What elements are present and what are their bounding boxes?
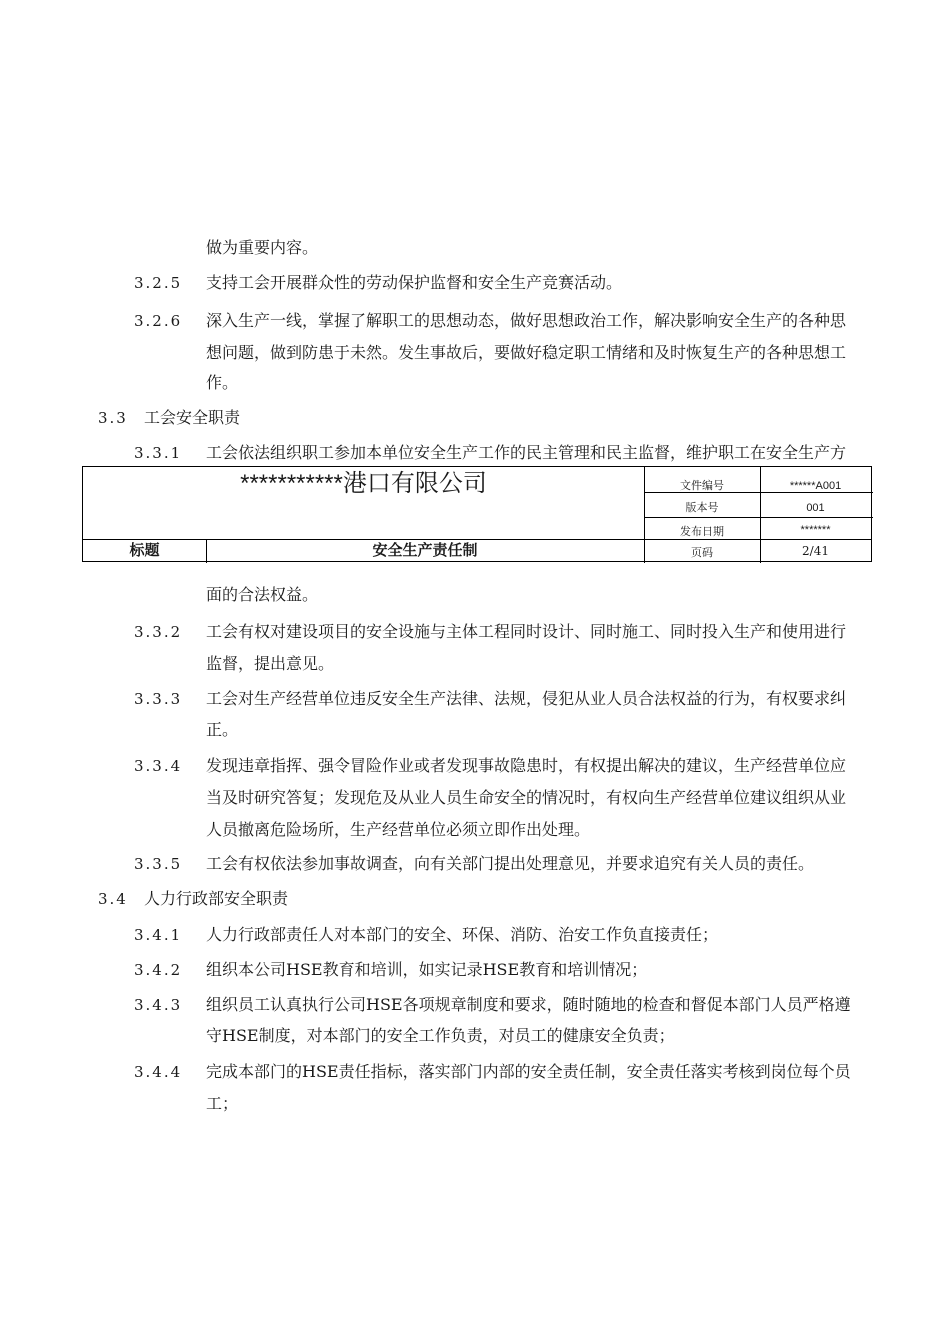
- clause-number: 3.2.5: [134, 274, 183, 292]
- page-number: 2/41: [802, 544, 829, 558]
- section-heading: 工会安全职责: [144, 408, 241, 427]
- clause-number: 3.3.2: [134, 623, 183, 641]
- clause-text: 正。: [206, 720, 239, 739]
- clause-text: 想问题，做到防患于未然。发生事故后，要做好稳定职工情绪和及时恢复生产的各种思想工: [206, 343, 847, 362]
- clause-number: 3.2.6: [134, 312, 183, 330]
- clause-text: 人员撤离危险场所，生产经营单位必须立即作出处理。: [206, 820, 591, 839]
- title-label: 标题: [129, 542, 160, 559]
- clause-text: 监督，提出意见。: [206, 654, 335, 673]
- clause-text: 发现违章指挥、强令冒险作业或者发现事故隐患时，有权提出解决的建议，生产经营单位应: [206, 756, 847, 775]
- clause-text: 支持工会开展群众性的劳动保护监督和安全生产竞赛活动。: [206, 273, 623, 292]
- doc-number-label: 文件编号: [680, 480, 724, 492]
- clause-text: 面的合法权益。: [206, 585, 319, 604]
- version-value: 001: [806, 502, 825, 514]
- clause-number: 3.3.3: [134, 690, 183, 708]
- version-label: 版本号: [685, 502, 719, 514]
- clause-number: 3.4.4: [134, 1063, 183, 1081]
- section-heading: 人力行政部安全职责: [144, 889, 289, 908]
- clause-text: 守HSE制度，对本部门的安全工作负责，对员工的健康安全负责；: [206, 1026, 675, 1045]
- clause-text: 人力行政部责任人对本部门的安全、环保、消防、治安工作负直接责任；: [206, 925, 719, 944]
- clause-text: 组织本公司HSE教育和培训，如实记录HSE教育和培训情况；: [206, 960, 648, 979]
- release-date-value: *******: [800, 524, 831, 536]
- clause-text: 工会依法组织职工参加本单位安全生产工作的民主管理和民主监督，维护职工在安全生产方: [206, 443, 847, 462]
- clause-text: 深入生产一线，掌握了解职工的思想动态，做好思想政治工作，解决影响安全生产的各种思: [206, 311, 847, 330]
- company-name: ***********港口有限公司: [240, 470, 487, 497]
- clause-text: 工；: [206, 1094, 239, 1113]
- section-number: 3.4: [98, 890, 128, 908]
- section-number: 3.3: [98, 409, 128, 427]
- release-date-label: 发布日期: [680, 526, 724, 538]
- clause-text: 当及时研究答复；发现危及从业人员生命安全的情况时，有权向生产经营单位建议组织从业: [206, 788, 847, 807]
- clause-text: 组织员工认真执行公司HSE各项规章制度和要求，随时随地的检查和督促本部门人员严格遵: [206, 995, 851, 1014]
- doc-number-value: ******A001: [789, 480, 842, 492]
- clause-number: 3.3.4: [134, 757, 183, 775]
- clause-text: 完成本部门的HSE责任指标，落实部门内部的安全责任制，安全责任落实考核到岗位每个员: [206, 1062, 851, 1081]
- document-title: 安全生产责任制: [372, 542, 478, 559]
- clause-number: 3.4.1: [134, 926, 183, 944]
- page-label: 页码: [691, 547, 713, 559]
- document-header-table: [82, 466, 872, 562]
- clause-number: 3.3.5: [134, 855, 183, 873]
- clause-number: 3.4.2: [134, 961, 183, 979]
- clause-text: 工会对生产经营单位违反安全生产法律、法规，侵犯从业人员合法权益的行为，有权要求纠: [206, 689, 847, 708]
- clause-number: 3.4.3: [134, 996, 183, 1014]
- clause-text: 作。: [206, 373, 239, 392]
- text-line-continued: 做为重要内容。: [206, 238, 319, 257]
- clause-number: 3.3.1: [134, 444, 183, 462]
- clause-text: 工会有权依法参加事故调查，向有关部门提出处理意见，并要求追究有关人员的责任。: [206, 854, 815, 873]
- clause-text: 工会有权对建设项目的安全设施与主体工程同时设计、同时施工、同时投入生产和使用进行: [206, 622, 847, 641]
